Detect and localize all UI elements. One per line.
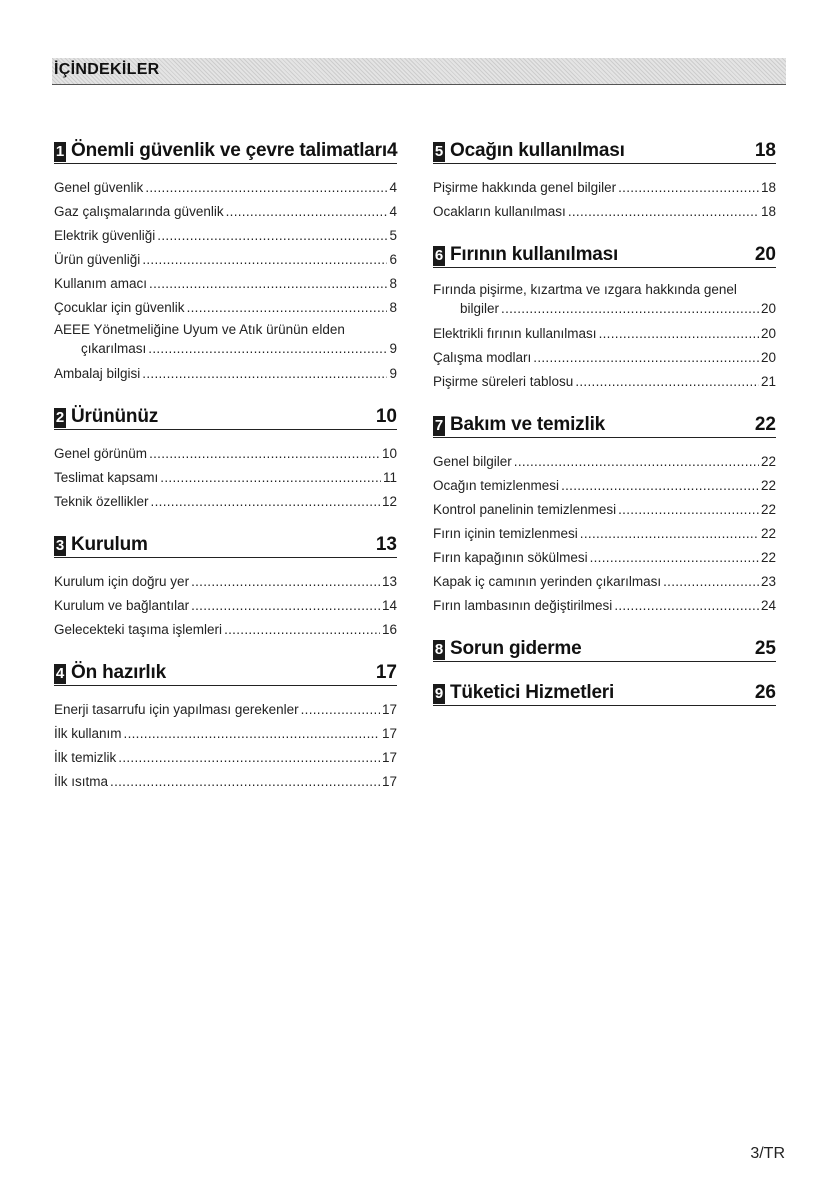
entry-page-number: 17 xyxy=(381,702,397,717)
dot-leader xyxy=(160,466,381,490)
dot-leader xyxy=(599,322,759,346)
toc-entry[interactable] xyxy=(433,498,776,522)
entry-page-number: 22 xyxy=(760,454,776,469)
entry-label-continued: çıkarılması xyxy=(81,341,147,356)
toc-entry[interactable] xyxy=(54,466,397,490)
section-page-number: 26 xyxy=(754,682,776,703)
dot-leader xyxy=(142,362,387,386)
dot-leader xyxy=(580,522,759,546)
toc-entry[interactable] xyxy=(54,698,397,722)
section-number-badge: 4 xyxy=(55,665,65,682)
section-number-badge: 7 xyxy=(434,417,444,434)
section-number-badge: 5 xyxy=(434,143,444,160)
entry-page-number: 9 xyxy=(389,366,397,381)
entry-label: Elektrik güvenliği xyxy=(54,228,156,243)
entry-page-number: 14 xyxy=(381,598,397,613)
entry-label: Elektrikli fırının kullanılması xyxy=(433,326,597,341)
section-number-badge: 9 xyxy=(434,685,444,702)
entry-label: Gaz çalışmalarında güvenlik xyxy=(54,204,224,219)
dot-leader xyxy=(501,299,759,318)
dot-leader xyxy=(618,176,759,200)
dot-leader xyxy=(618,498,759,522)
entry-page-number: 20 xyxy=(760,326,776,341)
entry-page-number: 5 xyxy=(389,228,397,243)
entry-label: Genel bilgiler xyxy=(433,454,512,469)
entry-label: İlk kullanım xyxy=(54,726,122,741)
toc-entry[interactable] xyxy=(54,618,397,642)
entry-label: Teknik özellikler xyxy=(54,494,149,509)
dot-leader xyxy=(614,594,759,618)
dot-leader xyxy=(301,698,380,722)
entry-label: Ocakların kullanılması xyxy=(433,204,566,219)
toc-entry[interactable] xyxy=(54,362,397,386)
entry-label: Çocuklar için güvenlik xyxy=(54,300,185,315)
entry-label: Çalışma modları xyxy=(433,350,532,365)
entry-label: İlk ısıtma xyxy=(54,774,109,789)
toc-entry[interactable] xyxy=(54,248,397,272)
entry-page-number: 17 xyxy=(381,774,397,789)
entry-label: İlk temizlik xyxy=(54,750,117,765)
section-page-number: 22 xyxy=(754,414,776,435)
section-heading[interactable] xyxy=(433,414,776,438)
toc-entry[interactable] xyxy=(433,346,776,370)
entry-label-continued-row xyxy=(433,299,776,318)
section-header-bar xyxy=(52,58,786,85)
entry-page-number: 6 xyxy=(389,252,397,267)
toc-entry[interactable] xyxy=(54,770,397,794)
toc-section xyxy=(433,682,776,706)
section-heading[interactable] xyxy=(433,682,776,706)
section-heading[interactable] xyxy=(54,140,397,164)
section-number-badge: 2 xyxy=(55,409,65,426)
section-title: Ön hazırlık xyxy=(71,662,166,683)
entry-label: Fırında pişirme, kızartma ve ızgara hakkında genel xyxy=(433,282,737,297)
section-heading[interactable] xyxy=(54,662,397,686)
section-page-number: 25 xyxy=(754,638,776,659)
toc-entry[interactable] xyxy=(54,320,397,358)
section-number-badge: 1 xyxy=(55,143,65,160)
entry-page-number: 12 xyxy=(381,494,397,509)
entry-page-number: 21 xyxy=(760,374,776,389)
entry-label: Fırın kapağının sökülmesi xyxy=(433,550,588,565)
entry-label: Enerji tasarrufu için yapılması gerekenler xyxy=(54,702,299,717)
toc-entry[interactable] xyxy=(433,594,776,618)
toc-entry[interactable] xyxy=(433,546,776,570)
toc-entry[interactable] xyxy=(433,322,776,346)
entry-label: Kontrol panelinin temizlenmesi xyxy=(433,502,617,517)
toc-section xyxy=(54,140,397,386)
section-title: Kurulum xyxy=(71,534,148,555)
section-title: Ürününüz xyxy=(71,406,159,427)
entry-label: Pişirme hakkında genel bilgiler xyxy=(433,180,617,195)
toc-column-right xyxy=(433,140,776,726)
section-page-number: 18 xyxy=(754,140,776,161)
dot-leader xyxy=(151,490,380,514)
toc-entry[interactable] xyxy=(433,200,776,224)
entry-page-number: 18 xyxy=(760,204,776,219)
toc-entry[interactable] xyxy=(54,176,397,200)
toc-section xyxy=(433,414,776,618)
entry-page-number: 23 xyxy=(760,574,776,589)
entry-label: Teslimat kapsamı xyxy=(54,470,159,485)
entry-page-number: 8 xyxy=(389,276,397,291)
toc-entry[interactable] xyxy=(433,370,776,394)
section-number-badge: 8 xyxy=(434,641,444,658)
dot-leader xyxy=(145,176,387,200)
toc-section xyxy=(54,406,397,514)
dot-leader xyxy=(110,770,380,794)
section-number-badge: 3 xyxy=(55,537,65,554)
section-page-number: 20 xyxy=(754,244,776,265)
entry-label: Kurulum için doğru yer xyxy=(54,574,190,589)
entry-page-number: 17 xyxy=(381,750,397,765)
entry-page-number: 24 xyxy=(760,598,776,613)
toc-entry[interactable] xyxy=(54,570,397,594)
toc-entry[interactable] xyxy=(433,474,776,498)
toc-entry[interactable] xyxy=(433,280,776,318)
toc-section xyxy=(433,244,776,394)
section-page-number: 17 xyxy=(375,662,397,683)
entry-label: Ürün güvenliği xyxy=(54,252,141,267)
dot-leader xyxy=(533,346,759,370)
section-title: Tüketici Hizmetleri xyxy=(450,682,615,703)
dot-leader xyxy=(663,570,759,594)
section-page-number: 13 xyxy=(375,534,397,555)
section-page-number: 4 xyxy=(386,140,398,161)
entry-label: Genel görünüm xyxy=(54,446,148,461)
section-heading[interactable] xyxy=(433,244,776,268)
toc-entry[interactable] xyxy=(54,722,397,746)
toc-entry[interactable] xyxy=(433,450,776,474)
section-page-number: 10 xyxy=(375,406,397,427)
toc-section xyxy=(433,140,776,224)
section-title: Fırının kullanılması xyxy=(450,244,619,265)
dot-leader xyxy=(561,474,759,498)
section-heading[interactable] xyxy=(54,406,397,430)
dot-leader xyxy=(118,746,380,770)
entry-page-number: 11 xyxy=(382,470,397,485)
page-title: İÇİNDEKİLER xyxy=(54,61,160,78)
toc-entry[interactable] xyxy=(433,522,776,546)
toc-entry[interactable] xyxy=(54,442,397,466)
dot-leader xyxy=(568,200,759,224)
dot-leader xyxy=(575,370,759,394)
dot-leader xyxy=(148,339,387,358)
toc-entry[interactable] xyxy=(54,200,397,224)
entry-label: Gelecekteki taşıma işlemleri xyxy=(54,622,223,637)
entry-page-number: 4 xyxy=(389,180,397,195)
entry-page-number: 22 xyxy=(760,550,776,565)
toc-entry[interactable] xyxy=(433,176,776,200)
section-heading[interactable] xyxy=(433,140,776,164)
toc-entry[interactable] xyxy=(54,490,397,514)
entry-page-number: 9 xyxy=(389,341,397,356)
entry-page-number: 16 xyxy=(381,622,397,637)
entry-page-number: 20 xyxy=(760,301,776,316)
toc-section xyxy=(433,638,776,662)
dot-leader xyxy=(224,618,380,642)
toc-entry[interactable] xyxy=(54,594,397,618)
entry-label: Kurulum ve bağlantılar xyxy=(54,598,190,613)
entry-page-number: 8 xyxy=(389,300,397,315)
entry-page-number: 22 xyxy=(760,478,776,493)
entry-page-number: 13 xyxy=(381,574,397,589)
section-number-badge: 6 xyxy=(434,247,444,264)
entry-label: Genel güvenlik xyxy=(54,180,144,195)
entry-label: Fırın lambasının değiştirilmesi xyxy=(433,598,613,613)
entry-page-number: 20 xyxy=(760,350,776,365)
toc-column-left xyxy=(54,140,397,814)
entry-page-number: 17 xyxy=(381,726,397,741)
dot-leader xyxy=(142,248,387,272)
entry-page-number: 22 xyxy=(760,502,776,517)
toc-section xyxy=(54,662,397,794)
section-title: Sorun giderme xyxy=(450,638,582,659)
toc-entry[interactable] xyxy=(54,272,397,296)
entry-label: AEEE Yönetmeliğine Uyum ve Atık ürünün elden xyxy=(54,322,345,337)
section-heading[interactable] xyxy=(433,638,776,662)
entry-label: Ocağın temizlenmesi xyxy=(433,478,560,493)
entry-label-continued: bilgiler xyxy=(460,301,500,316)
toc-entry[interactable] xyxy=(433,570,776,594)
dot-leader xyxy=(157,224,387,248)
page-number: 3/TR xyxy=(750,1145,785,1162)
dot-leader xyxy=(191,570,380,594)
dot-leader xyxy=(124,722,380,746)
dot-leader xyxy=(149,272,387,296)
entry-page-number: 18 xyxy=(760,180,776,195)
entry-label: Ambalaj bilgisi xyxy=(54,366,141,381)
entry-label: Kapak iç camının yerinden çıkarılması xyxy=(433,574,662,589)
dot-leader xyxy=(191,594,380,618)
toc-entry[interactable] xyxy=(54,224,397,248)
dot-leader xyxy=(590,546,759,570)
section-title: Önemli güvenlik ve çevre talimatları xyxy=(71,140,387,161)
entry-page-number: 4 xyxy=(389,204,397,219)
entry-page-number: 10 xyxy=(381,446,397,461)
entry-label: Kullanım amacı xyxy=(54,276,148,291)
entry-label: Fırın içinin temizlenmesi xyxy=(433,526,578,541)
section-title: Bakım ve temizlik xyxy=(450,414,606,435)
section-heading[interactable] xyxy=(54,534,397,558)
dot-leader xyxy=(226,200,388,224)
entry-label: Pişirme süreleri tablosu xyxy=(433,374,574,389)
toc-section xyxy=(54,534,397,642)
toc-entry[interactable] xyxy=(54,746,397,770)
dot-leader xyxy=(187,296,388,320)
entry-page-number: 22 xyxy=(760,526,776,541)
dot-leader xyxy=(149,442,380,466)
dot-leader xyxy=(514,450,759,474)
section-title: Ocağın kullanılması xyxy=(450,140,625,161)
toc-entry[interactable] xyxy=(54,296,397,320)
entry-label-continued-row xyxy=(54,339,397,358)
